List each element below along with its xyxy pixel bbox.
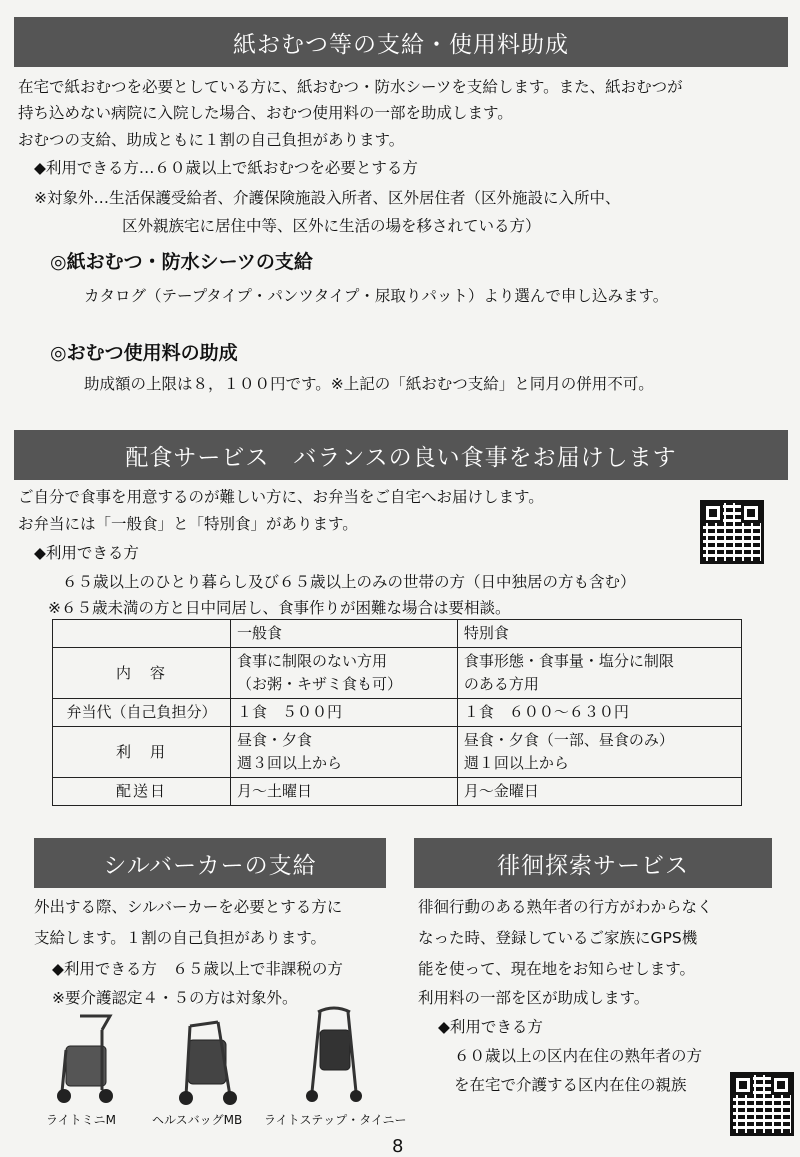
paragraph-line: 在宅で紙おむつを必要としている方に、紙おむつ・防水シーツを支給します。また、紙おむつが: [18, 78, 683, 96]
eligibility-line: ◆利用できる方: [438, 1018, 543, 1036]
table-row-label: 内 容: [53, 648, 231, 699]
table-row: [53, 620, 742, 648]
paragraph-line: おむつの支給、助成ともに１割の自己負担があります。: [18, 131, 405, 149]
table-cell: １食 ５００円: [231, 699, 458, 727]
table-row-label: 配送日: [53, 778, 231, 806]
section-header-diaper: [14, 17, 788, 67]
table-row: [53, 699, 742, 727]
paragraph-line: お弁当には「一般食」と「特別食」があります。: [18, 515, 358, 533]
eligibility-note: ※６５歳未満の方と日中同居し、食事作りが困難な場合は要相談。: [48, 599, 511, 617]
cell-line: のある方用: [463, 675, 539, 693]
silver-car-caption: ヘルスバッグMB: [152, 1113, 243, 1127]
paragraph-line: ご自分で食事を用意するのが難しい方に、お弁当をご自宅へお届けします。: [18, 488, 544, 506]
table-cell: [231, 727, 458, 778]
qr-code-icon: [700, 500, 764, 564]
paragraph-line: カタログ（テープタイプ・パンツタイプ・尿取りパット）より選んで申し込みます。: [84, 287, 669, 305]
table-cell: [457, 727, 741, 778]
paragraph-line: 利用料の一部を区が助成します。: [418, 989, 650, 1007]
paragraph-line: なった時、登録しているご家族にGPS機: [418, 929, 698, 947]
table-row-label: 弁当代（自己負担分）: [53, 699, 231, 727]
eligibility-detail: ６０歳以上の区内在住の熟年者の方: [454, 1047, 703, 1065]
cell-line: 昼食・夕食: [237, 731, 313, 749]
cell-line: 昼食・夕食（一部、昼食のみ）: [463, 731, 674, 749]
cell-line: 週３回以上から: [237, 754, 343, 772]
table-header-special: 特別食: [457, 620, 741, 648]
section-title: 徘徊探索サービス: [497, 852, 689, 879]
paragraph-line: 徘徊行動のある熟年者の行方がわからなく: [418, 898, 713, 916]
page-number: 8: [392, 1136, 404, 1157]
exclusion-line: ※対象外…生活保護受給者、介護保険施設入所者、区外居住者（区外施設に入所中、: [34, 189, 621, 207]
exclusion-line: 区外親族宅に居住中等、区外に生活の場を移されている方）: [122, 217, 541, 235]
silver-car-image-1: [52, 1010, 122, 1106]
paragraph-line: 持ち込めない病院に入院した場合、おむつ使用料の一部を助成します。: [18, 104, 513, 122]
paragraph-line: 外出する際、シルバーカーを必要とする方に: [34, 898, 343, 916]
paragraph-line: 助成額の上限は８，１００円です。※上記の「紙おむつ支給」と同月の併用不可。: [84, 375, 654, 393]
table-row-label: 利 用: [53, 727, 231, 778]
table-cell: １食 ６００～６３０円: [457, 699, 741, 727]
table-cell: 月～金曜日: [457, 778, 741, 806]
paragraph-line: 支給します。１割の自己負担があります。: [34, 929, 327, 947]
table-row: [53, 727, 742, 778]
eligibility-line: ◆利用できる方: [34, 544, 139, 562]
paragraph-line: 能を使って、現在地をお知らせします。: [418, 960, 695, 978]
cell-line: 食事に制限のない方用: [237, 652, 388, 670]
table-row: [53, 648, 742, 699]
table-cell: 月～土曜日: [231, 778, 458, 806]
section-header-meal: [14, 430, 788, 480]
table-cell: [457, 648, 741, 699]
eligibility-detail: ６５歳以上のひとり暮らし及び６５歳以上のみの世帯の方（日中独居の方も含む）: [62, 573, 636, 591]
section-title: 紙おむつ等の支給・使用料助成: [233, 31, 569, 58]
eligibility-detail: を在宅で介護する区内在住の親族: [454, 1076, 687, 1094]
silver-car-caption: ライトミニM: [46, 1113, 116, 1127]
table-cell: [53, 620, 231, 648]
subheading-diaper-supply: ◎紙おむつ・防水シーツの支給: [50, 251, 313, 273]
cell-line: 週１回以上から: [463, 754, 569, 772]
subheading-diaper-subsidy: ◎おむつ使用料の助成: [50, 342, 238, 364]
silver-car-image-3: [298, 1004, 370, 1106]
eligibility-note: ※要介護認定４・５の方は対象外。: [52, 989, 298, 1007]
eligibility-line: ◆利用できる方…６０歳以上で紙おむつを必要とする方: [34, 159, 418, 177]
qr-code-icon: [730, 1072, 794, 1136]
cell-line: 食事形態・食事量・塩分に制限: [463, 652, 674, 670]
section-title: シルバーカーの支給: [103, 852, 317, 879]
section-title: 配食サービス バランスの良い食事をお届けします: [125, 444, 677, 471]
table-row: [53, 778, 742, 806]
eligibility-line: ◆利用できる方 ６５歳以上で非課税の方: [52, 960, 343, 978]
table-header-general: 一般食: [231, 620, 458, 648]
meal-table: [52, 619, 742, 806]
table-cell: [231, 648, 458, 699]
silver-car-caption: ライトステップ・タイニー: [264, 1113, 407, 1127]
silver-car-image-2: [172, 1018, 242, 1108]
cell-line: （お粥・キザミ食も可）: [237, 675, 403, 693]
section-header-silver-car: [34, 838, 386, 888]
section-header-wandering-search: [414, 838, 772, 888]
